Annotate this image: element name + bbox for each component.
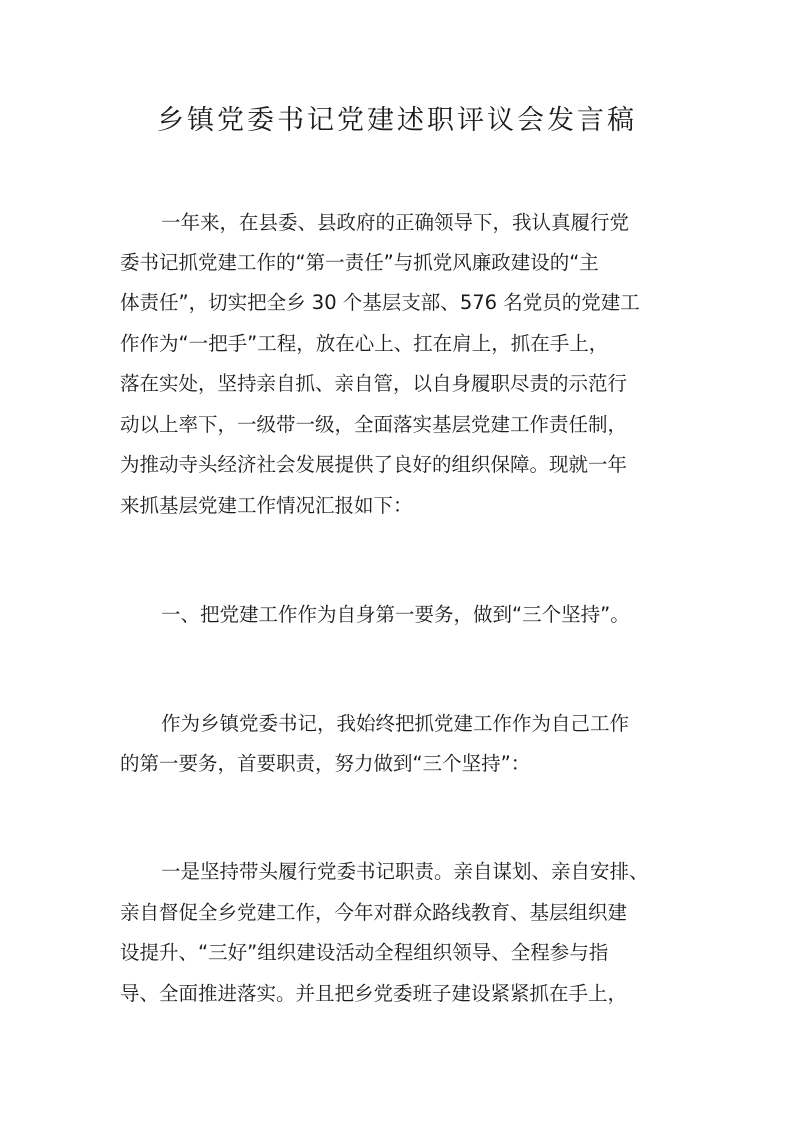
para3-line-2: 亲自督促全乡党建工作，今年对群众路线教育、基层组织建 — [120, 901, 628, 924]
para2-line-2: 的第一要务，首要职责，努力做到“三个坚持”： — [120, 752, 531, 775]
para3-line-3: 设提升、“三好”组织建设活动全程组织领导、全程参与指 — [120, 941, 609, 964]
intro-line-4: 作作为“一把手”工程，放在心上、扛在肩上，抓在手上， — [120, 332, 609, 355]
intro-line-3: 体责任”，切实把全乡 30 个基层支部、576 名党员的党建工 — [120, 291, 640, 314]
intro-line-5: 落在实处，坚持亲自抓、亲自管，以自身履职尽责的示范行 — [120, 372, 628, 395]
para2-line-1: 作为乡镇党委书记，我始终把抓党建工作作为自己工作 — [161, 712, 630, 735]
para3-line-1: 一是坚持带头履行党委书记职责。亲自谋划、亲自安排、 — [161, 860, 649, 883]
para3-line-4: 导、全面推进落实。并且把乡党委班子建设紧紧抓在手上， — [120, 982, 628, 1005]
document-title: 乡镇党委书记党建述职评议会发言稿 — [157, 105, 637, 136]
intro-line-1: 一年来，在县委、县政府的正确领导下，我认真履行党 — [161, 211, 630, 234]
intro-line-8: 来抓基层党建工作情况汇报如下： — [120, 494, 413, 517]
section-heading-1: 一、把党建工作作为自身第一要务，做到“三个坚持”。 — [161, 603, 630, 626]
intro-line-6: 动以上率下，一级带一级，全面落实基层党建工作责任制， — [120, 413, 628, 436]
intro-line-2: 委书记抓党建工作的“第一责任”与抓党风廉政建设的“主 — [120, 251, 599, 274]
intro-line-7: 为推动寺头经济社会发展提供了良好的组织保障。现就一年 — [120, 453, 628, 476]
